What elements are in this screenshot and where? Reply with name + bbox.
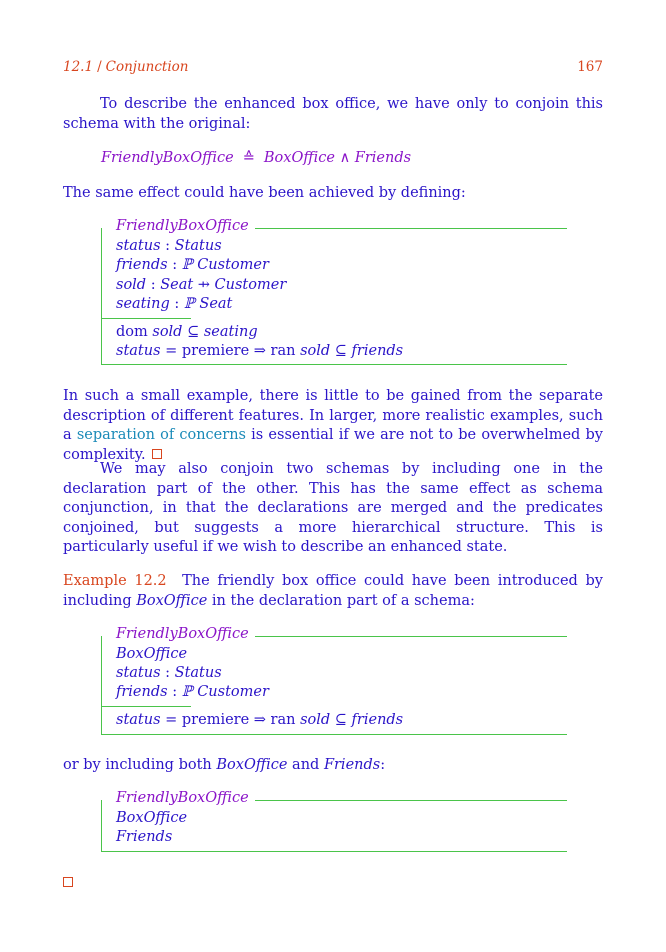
separation-of-concerns-link[interactable]: separation of concerns	[76, 427, 246, 444]
schema-box-friendly-1	[101, 218, 567, 368]
schema-declaration: friends : ℙ Customer	[116, 684, 269, 700]
schema-bottom-rule	[101, 364, 567, 365]
section-number: 12.1	[63, 59, 94, 75]
schema-declaration: status : Status	[116, 665, 222, 681]
header-separator: /	[97, 59, 102, 75]
schema-left-rule	[101, 228, 102, 365]
schema-declaration: BoxOffice	[116, 810, 188, 826]
schema-predicate: status = premiere ⇒ ran sold ⊆ friends	[116, 343, 404, 359]
paragraph-both: or by including both BoxOffice and Friends:	[63, 757, 386, 773]
end-of-proof-icon	[152, 449, 162, 459]
schema-bottom-rule	[101, 851, 567, 852]
definition-lhs: FriendlyBoxOffice	[101, 150, 234, 166]
schema-declaration: seating : ℙ Seat	[116, 296, 233, 312]
definition-operator: ≙	[242, 150, 255, 166]
schema-name: FriendlyBoxOffice	[116, 626, 255, 642]
section-title: Conjunction	[105, 59, 189, 75]
paragraph-conjoin: We may also conjoin two schemas by including one in the declaration part of the other. This has the same effect as schema conjunction, in that the declarations are merged and the predicates conjoined, but suggests a more hierarchical structure. This is particularly useful if we wish to describe an enhanced state.	[63, 461, 603, 556]
running-header	[63, 59, 603, 75]
definition-rhs: BoxOffice ∧ Friends	[263, 150, 412, 166]
schema-box-friendly-3	[101, 790, 567, 854]
example-label: Example 12.2	[63, 573, 167, 589]
schema-reference: BoxOffice	[136, 592, 208, 609]
schema-reference: Friends	[323, 757, 381, 773]
schema-declaration: friends : ℙ Customer	[116, 257, 269, 273]
schema-name: FriendlyBoxOffice	[116, 218, 255, 234]
schema-declaration: sold : Seat ⇸ Customer	[116, 277, 287, 293]
example-paragraph: Example 12.2 The friendly box office could have been introduced by including BoxOffice in the declaration part of a schema:	[63, 573, 603, 609]
schema-left-rule	[101, 636, 102, 735]
schema-top-rule	[255, 800, 567, 801]
schema-declaration: Friends	[116, 829, 173, 845]
schema-bottom-rule	[101, 734, 567, 735]
schema-predicate: status = premiere ⇒ ran sold ⊆ friends	[116, 712, 404, 728]
paragraph-same-effect: The same effect could have been achieved by defining:	[63, 185, 466, 201]
schema-definition	[101, 150, 411, 166]
schema-declaration: BoxOffice	[116, 646, 188, 662]
paragraph-separation: In such a small example, there is little to be gained from the separate description of different features. In larger, more realistic examples, such a separation of concerns is essential if we are not to be overwhelmed by complexity.	[63, 388, 603, 463]
paragraph-intro: To describe the enhanced box office, we have only to conjoin this schema with the original:	[63, 96, 603, 132]
schema-divider	[101, 706, 191, 707]
end-of-example-icon	[63, 877, 73, 887]
schema-left-rule	[101, 800, 102, 852]
schema-name: FriendlyBoxOffice	[116, 790, 255, 806]
schema-predicate: dom sold ⊆ seating	[116, 324, 258, 340]
schema-declaration: status : Status	[116, 238, 222, 254]
schema-top-rule	[255, 228, 567, 229]
page-number: 167	[577, 59, 603, 75]
schema-divider	[101, 318, 191, 319]
schema-box-friendly-2	[101, 626, 567, 738]
schema-reference: BoxOffice	[216, 757, 288, 773]
schema-top-rule	[255, 636, 567, 637]
